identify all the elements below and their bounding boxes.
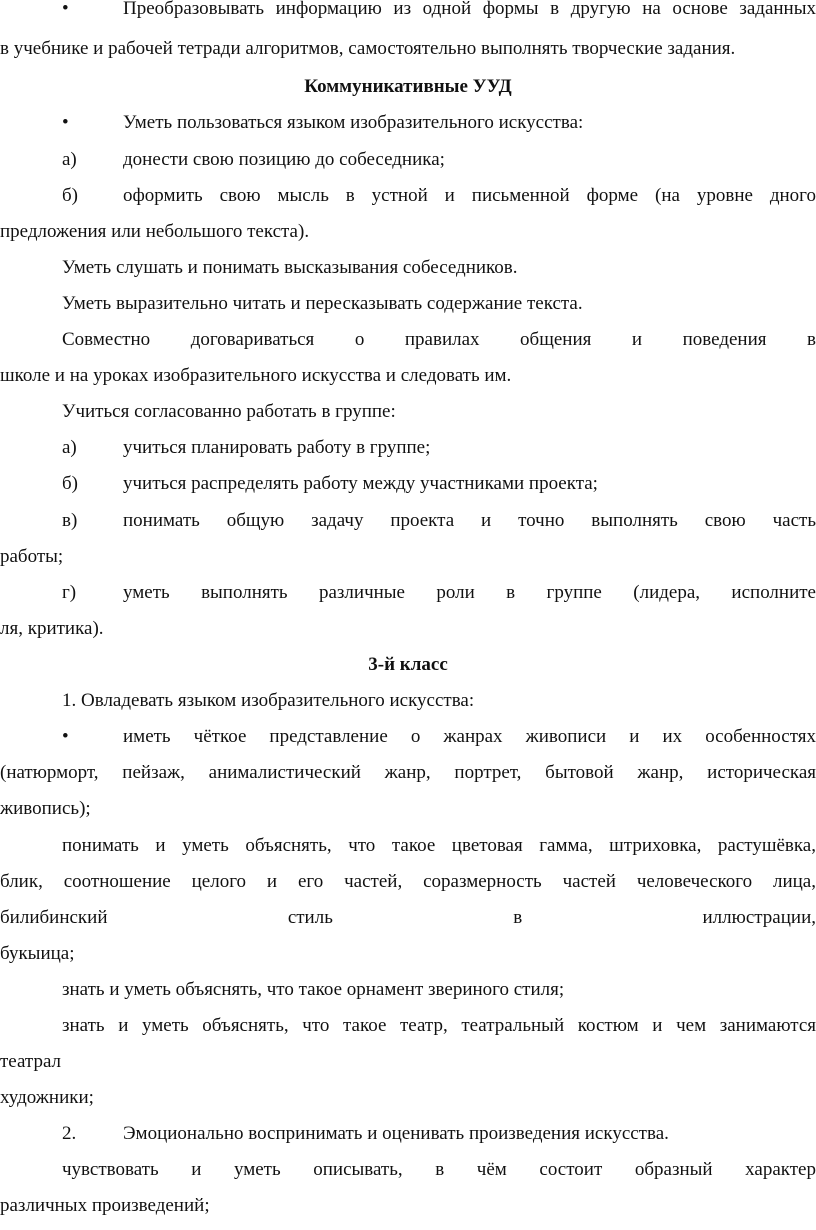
list-item: [0, 724, 816, 750]
paragraph-text: уметь выполнять различные роли в группе (лидера, исполните: [123, 582, 816, 603]
bullet-marker: •: [62, 112, 69, 133]
paragraph-line: понимать и уметь объяснять, что такое цветовая гамма, штриховка, растушёвка,: [62, 835, 816, 856]
list-item: [0, 147, 816, 173]
paragraph-text: Эмоционально воспринимать и оценивать произведения искусства.: [123, 1123, 669, 1144]
paragraph-line: в учебнике и рабочей тетради алгоритмов, самостоятельно выполнять творческие задания.: [0, 38, 736, 59]
paragraph-line: ля, критика).: [0, 618, 104, 639]
paragraph-text: понимать общую задачу проекта и точно выполнять свою часть: [123, 510, 816, 531]
list-marker: а): [62, 437, 77, 458]
paragraph-line: знать и уметь объяснять, что такое театр, театральный костюм и чем занимаются: [62, 1015, 816, 1036]
paragraph-text: учиться распределять работу между участниками проекта;: [123, 473, 598, 494]
paragraph-line: театрал: [0, 1051, 62, 1072]
paragraph-line: 1. Овладевать языком изобразительного искусства:: [62, 690, 475, 711]
paragraph-line: предложения или небольшого текста).: [0, 221, 310, 242]
paragraph-text: Уметь пользоваться языком изобразительного искусства:: [123, 112, 584, 133]
paragraph-text: оформить свою мысль в устной и письменной форме (на уровне дного: [123, 185, 816, 206]
paragraph-text: учиться планировать работу в группе;: [123, 437, 431, 458]
paragraph-line: Уметь выразительно читать и пересказывать содержание текста.: [62, 293, 583, 314]
list-item: [0, 508, 816, 534]
list-marker: в): [62, 510, 78, 531]
list-item: [0, 435, 816, 461]
list-item: [0, 110, 816, 136]
paragraph-line: Уметь слушать и понимать высказывания собеседников.: [62, 257, 518, 278]
list-marker: б): [62, 473, 78, 494]
paragraph-line: художники;: [0, 1087, 94, 1108]
paragraph-line: школе и на уроках изобразительного искусства и следовать им.: [0, 365, 512, 386]
list-item: [0, 0, 816, 22]
list-item: [0, 1121, 816, 1147]
list-marker: г): [62, 582, 77, 603]
paragraph-line: работы;: [0, 546, 64, 567]
paragraph-line: различных произведений;: [0, 1195, 210, 1216]
list-item: [0, 580, 816, 606]
paragraph-text: иметь чёткое представление о жанрах живописи и их особенностях: [123, 726, 816, 747]
paragraph-line: знать и уметь объяснять, что такое орнамент звериного стиля;: [62, 979, 565, 1000]
list-marker: а): [62, 149, 77, 170]
paragraph-line: букыица;: [0, 943, 75, 964]
paragraph-text: донести свою позицию до собеседника;: [123, 149, 445, 170]
paragraph-line: блик, соотношение целого и его частей, соразмерность частей человеческого лица,: [0, 871, 816, 892]
paragraph-line: (натюрморт, пейзаж, анималистический жанр, портрет, бытовой жанр, историческая: [0, 762, 816, 783]
bullet-marker: •: [62, 0, 69, 19]
paragraph-line: Учиться согласованно работать в группе:: [62, 401, 396, 422]
paragraph-line: чувствовать и уметь описывать, в чём состоит образный характер: [62, 1159, 816, 1180]
list-item: [0, 183, 816, 209]
section-heading: Коммуникативные УУД: [304, 76, 512, 97]
list-marker: б): [62, 185, 78, 206]
paragraph-line: Совместно договариваться о правилах общения и поведения в: [62, 329, 816, 350]
paragraph-text: Преобразовывать информацию из одной формы в другую на основе заданных: [123, 0, 816, 19]
section-heading: 3-й класс: [368, 654, 448, 675]
paragraph-line: билибинский стиль в иллюстрации,: [0, 907, 816, 928]
paragraph-line: живопись);: [0, 798, 91, 819]
bullet-marker: •: [62, 726, 69, 747]
list-item: [0, 471, 816, 497]
list-marker: 2.: [62, 1123, 77, 1144]
